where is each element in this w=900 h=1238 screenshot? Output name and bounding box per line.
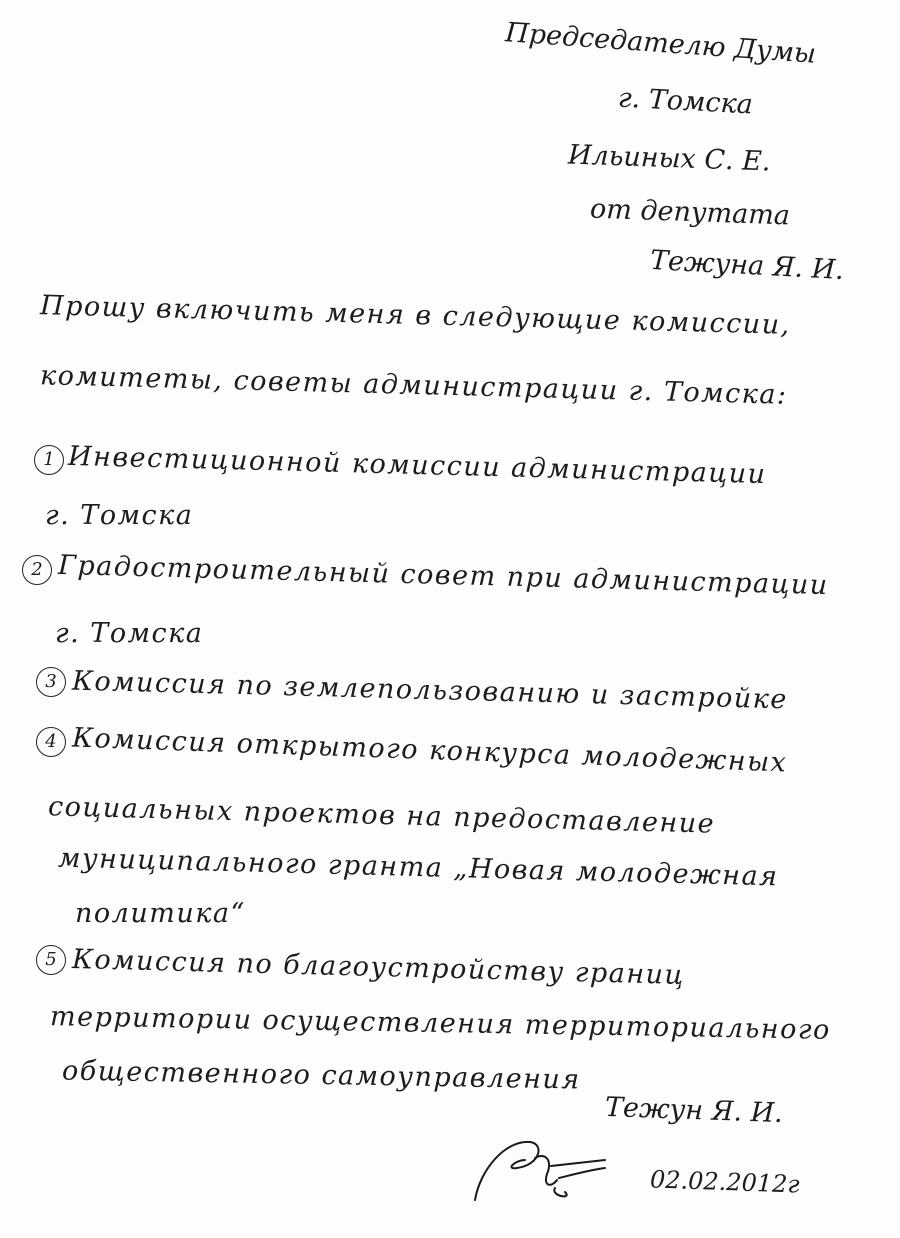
header-from: от депутата: [589, 193, 791, 232]
signature-date: 02.02.2012г: [649, 1165, 800, 1199]
handwritten-signature: [455, 1130, 615, 1210]
header-chairman-name: Ильиных С. Е.: [567, 139, 772, 178]
item-1-line-2: г. Томска: [45, 500, 194, 531]
item-5-line-1: Комиссия по благоустройству границ: [71, 943, 686, 992]
item-number: 5: [36, 945, 66, 975]
item-5-line-3: общественного самоуправления: [61, 1055, 581, 1096]
item-4-line-1: Комиссия открытого конкурса молодежных: [71, 722, 788, 779]
intro-line-1: Прошу включить меня в следующие комиссии,: [39, 290, 792, 341]
item-2-line-1: Градостроительный совет при администрации: [57, 549, 830, 602]
header-city: г. Томска: [617, 82, 754, 121]
item-number: 1: [34, 445, 64, 475]
item-number: 3: [36, 667, 66, 697]
item-5-line-2: территории осуществления территориального: [49, 1001, 832, 1046]
item-4-line-2: социальных проектов на предоставление: [47, 791, 716, 840]
item-number: 4: [36, 727, 66, 757]
item-4-line-3: муниципального гранта „Новая молодежная: [57, 842, 779, 893]
header-deputy-name: Тежуна Я. И.: [649, 244, 845, 287]
item-number: 2: [22, 555, 52, 585]
header-addressee: Председателю Думы: [504, 17, 818, 70]
intro-line-2: комитеты, советы администрации г. Томска:: [39, 360, 788, 411]
signer-name: Тежун Я. И.: [604, 1091, 784, 1130]
item-4-line-4: политика“: [75, 898, 246, 929]
item-2-line-2: г. Томска: [55, 618, 204, 649]
item-3-line-1: Комиссия по землепользованию и застройке: [71, 665, 789, 716]
item-1-line-1: Инвестиционной комиссии администрации: [67, 440, 767, 491]
